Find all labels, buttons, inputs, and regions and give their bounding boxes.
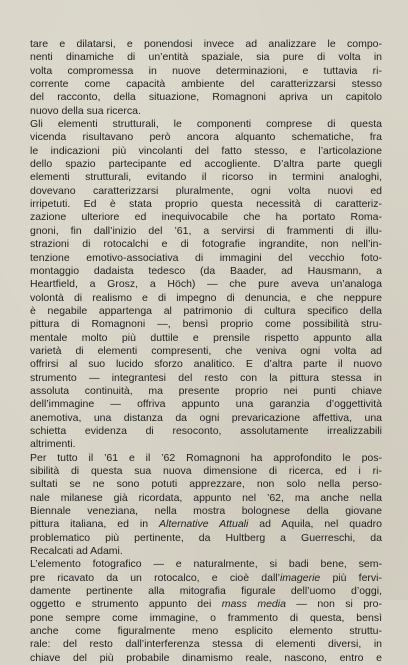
italic-title: mass media xyxy=(221,598,286,611)
text-line: volta compromessa in nuove determinazioni, e tuttavia ri- xyxy=(30,64,382,77)
text-line: elementi strutturali, evitando il ricorso in termini analoghi, xyxy=(30,171,382,184)
text-line: tare e dilatarsi, e ponendosi invece ad analizzare le compo- xyxy=(30,38,382,50)
paragraph xyxy=(30,118,382,452)
text-line: pittura italiana, ed in Alternative Attuali ad Aquila, nel quadro xyxy=(30,518,382,531)
text-line: anemotiva, una distanza da ogni prevaricazione affettiva, una xyxy=(30,411,382,424)
text-line: chiave del più probabile dinamismo reale, nascono, entro e xyxy=(30,651,382,664)
text-line: sibilità di questa sua nuova dimensione di ricerca, ed i ri- xyxy=(30,465,382,477)
text-line: Heartfield, a Grosz, a Höch) — che pure aveva un’analoga xyxy=(30,278,382,291)
text-line: vicenda risultavano però ancora alquanto schematiche, fra xyxy=(30,131,382,144)
text-line: strazioni di rotocalchi e di fotografie ingrandite, non nell’in- xyxy=(30,238,382,251)
text-line: sultati se ne sono potuti apprezzare, non solo nella perso- xyxy=(30,478,382,491)
text-line: damente pertinente alla mitografia figurale dell’uomo d’oggi, xyxy=(30,585,382,598)
text-line: gnoni, fin dall’inizio del ’61, a servirsi di frammenti di illu- xyxy=(30,224,382,237)
text-line: dell’immagine — offriva appunto una garanzia d’oggettività xyxy=(30,398,382,411)
text-line: nuovo della sua ricerca. xyxy=(30,104,141,117)
text-line: del racconto, della situazione, Romagnoni apriva un capitolo xyxy=(30,91,382,104)
text-line: nenti dinamiche di un’entità spaziale, sia pure di volta in xyxy=(30,51,382,64)
text-line: schietta evidenza di resoconto, assolutamente irrealizzabili xyxy=(30,424,382,437)
paragraph xyxy=(30,452,382,559)
text-line: Per tutto il ’61 e il ’62 Romagnoni ha approfondito le pos- xyxy=(30,451,382,464)
text-line: rale: del resto dall’interferenza stessa di elementi diversi, in xyxy=(30,638,382,651)
paragraph xyxy=(30,558,382,665)
text-line: pone sempre come immagine, o frammento di questa, bensì xyxy=(30,611,382,624)
body-text xyxy=(30,38,382,665)
text-line: tenzione emotivo-associativa di immagini del vecchio foto- xyxy=(30,251,382,264)
text-line: zazione ulteriore ed inequivocabile che ha portato Roma- xyxy=(30,211,382,224)
text-line: dello spazio partecipante ed accogliente. D’altra parte quegli xyxy=(30,158,382,171)
text-line: L’elemento fotografico — e naturalmente, si badi bene, sem- xyxy=(30,558,382,571)
text-line: pittura di Romagnoni —, bensì proprio come possibilità stru- xyxy=(30,318,382,331)
text-line: irripetuti. Ed è stata proprio questa necessità di caratteriz- xyxy=(30,198,382,211)
text-line: problematico più pertinente, da Hultberg a Guerreschi, da xyxy=(30,531,382,544)
text-line: anche come figuralmente meno esplicito elemento struttu- xyxy=(30,625,382,638)
text-line: volontà di realismo e di impegno di denuncia, e che neppure xyxy=(30,291,382,304)
text-line: montaggio dadaista tedesco (da Baader, ad Hausmann, a xyxy=(30,264,382,277)
text-line: Gli elementi strutturali, le componenti comprese di questa xyxy=(30,118,382,131)
text-line: le indicazioni più vincolanti del fatto stesso, e l’articolazione xyxy=(30,144,382,157)
text-line: altrimenti. xyxy=(30,438,76,451)
text-line: mentale molto più duttile e prensile rispetto appunto alla xyxy=(30,331,382,344)
text-line: corrente come capacità ambiente del caratterizzarsi stesso xyxy=(30,78,382,91)
text-line: Biennale veneziana, nella mostra bolognese della giovane xyxy=(30,505,382,518)
text-line: oggetto e strumento appunto dei mass media — non si pro- xyxy=(30,598,382,611)
paragraph xyxy=(30,38,382,118)
italic-title: imagerie xyxy=(279,571,321,584)
italic-title: Alternative Attuali xyxy=(158,518,249,531)
text-line: varietà di elementi compresenti, che veniva ogni volta ad xyxy=(30,344,382,357)
text-line: Recalcati ad Adami. xyxy=(30,545,123,558)
text-line: strumento — integrantesi del resto con la pittura stessa in xyxy=(30,371,382,384)
text-line: assoluta continuità, ma presente proprio nei punti chiave xyxy=(30,384,382,397)
text-line: è negabile appartenga al patrimonio di cultura specifico della xyxy=(30,304,382,317)
text-line: offrirsi al suo lucido sforzo analitico. E d’altra parte il nuovo xyxy=(30,358,382,371)
text-line: nale milanese già ricordata, appunto nel ’62, ma anche nella xyxy=(30,491,382,504)
text-line: pre ricavato da un rotocalco, e cioè dall’imagerie più fervi- xyxy=(30,571,382,584)
text-line: dovevano caratterizzarsi pluralmente, ogni volta nuovi ed xyxy=(30,184,382,197)
